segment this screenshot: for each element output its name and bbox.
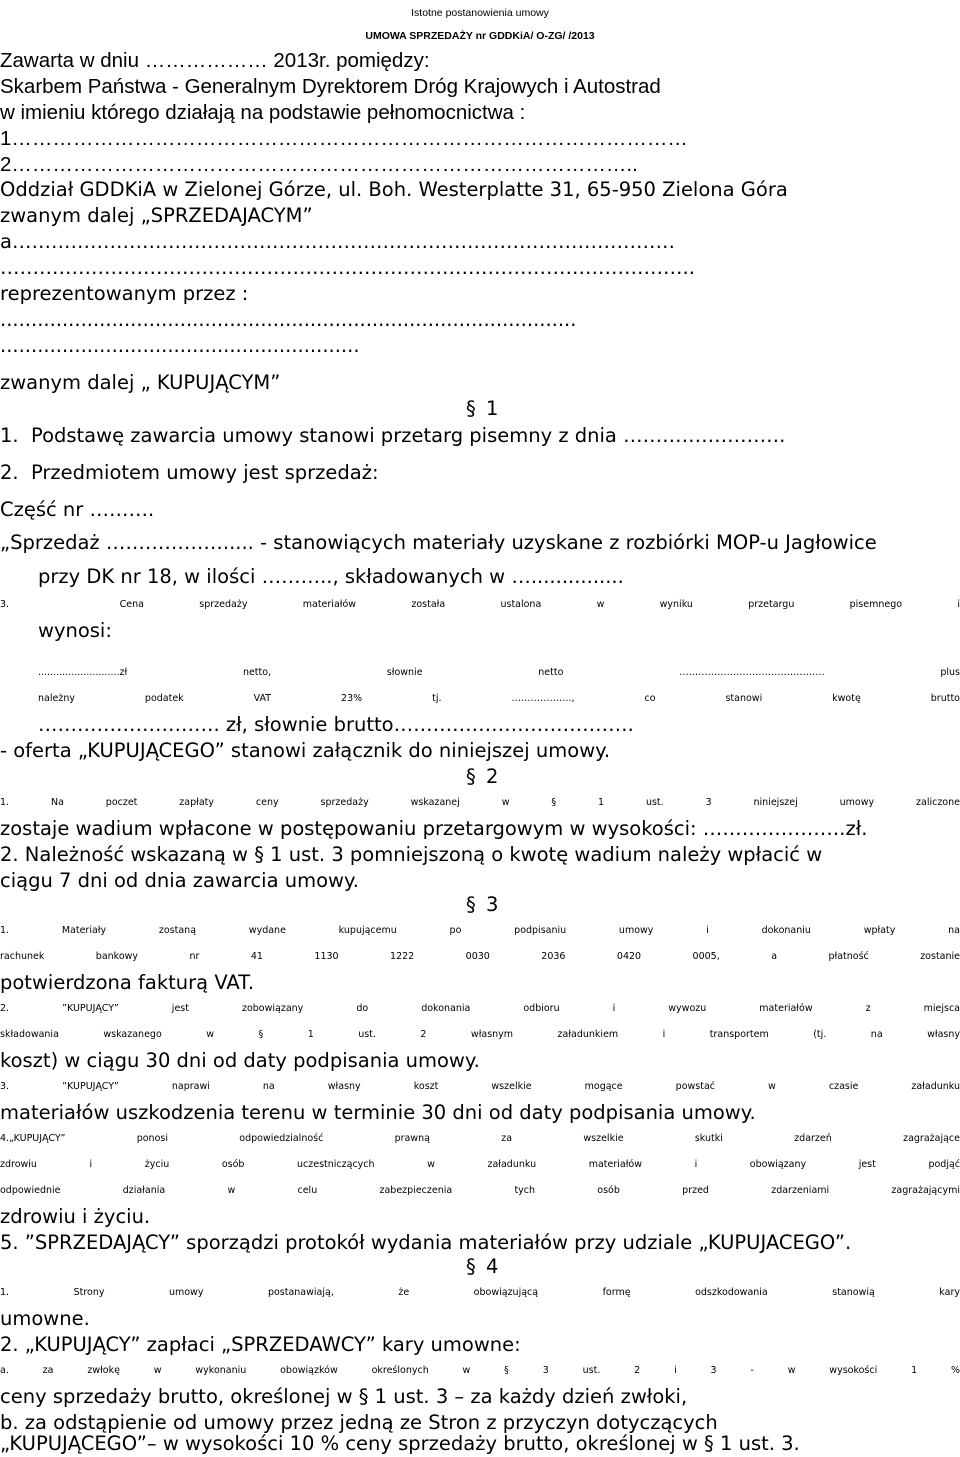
buyer-alias: zwanym dalej „ KUPUJĄCYM” — [0, 371, 281, 394]
s4-line-6: b. za odstąpienie od umowy przez jedną ze Stron z przyczyn dotyczących — [0, 1411, 718, 1434]
party-line-a: a………………………………………………………………………………………… — [0, 230, 675, 253]
represented-by: reprezentowanym przez : — [0, 282, 249, 305]
s4-line-7: „KUPUJĄCEGO”– w wysokości 10 % ceny sprzedaży brutto, określonej w § 1 ust. 3. — [0, 1432, 800, 1455]
section-number: 1 — [486, 397, 499, 420]
s1-point-3-line-2: wynosi: — [38, 619, 112, 642]
section-2-heading — [466, 764, 498, 790]
seller-line-2: w imieniu którego działają na podstawie pełnomocnictwa : — [0, 101, 526, 124]
s3-line-3: potwierdzona fakturą VAT. — [0, 971, 255, 994]
s3-line-6: koszt) w ciągu 30 dni od daty podpisania umowy. — [0, 1049, 480, 1072]
representative-1: 1……………………………………………………………………………………… — [0, 127, 688, 150]
s4-line-5: ceny sprzedaży brutto, określonej w § 1 ust. 3 – za każdy dzień zwłoki, — [0, 1385, 688, 1408]
seller-line-1: Skarbem Państwa - Generalnym Dyrektorem Dróg Krajowych i Autostrad — [0, 75, 661, 98]
section-1-heading — [466, 396, 498, 422]
s4-line-2: umowne. — [0, 1307, 90, 1330]
s1-sale-line-1: „Sprzedaż ………………..... - stanowiących materiały uzyskane z rozbiórki MOP-u Jagłowice — [0, 531, 877, 554]
s3-line-8: materiałów uszkodzenia terenu w terminie 30 dni od daty podpisania umowy. — [0, 1101, 756, 1124]
s2-line-4: ciągu 7 dni od dnia zawarcia umowy. — [0, 869, 359, 892]
party-line-b: …………………………………………………………………………………………….. — [0, 256, 695, 279]
dots-line-2: .......................................................... — [0, 334, 360, 357]
s1-gross-price: ………………………. zł, słownie brutto………………………………. — [38, 713, 634, 736]
representative-2: 2……………………………………………………………………………….. — [0, 153, 638, 176]
s4-line-4: a. za zwłokę w wykonaniu obowiązków określonych w § 3 ust. 2 i 3 - w wysokości 1 % — [0, 1365, 960, 1376]
s3-line-7: 3. ”KUPUJĄCY” naprawi na własny koszt wszelkie mogące powstać w czasie załadunku — [0, 1081, 960, 1092]
s1-net-price: ...........................zł netto, słownie netto ………………………………………. plus — [38, 667, 960, 678]
section-number: 3 — [486, 893, 499, 916]
section-number: 4 — [486, 1255, 499, 1278]
section-number: 2 — [486, 765, 499, 788]
s1-point-1: 1. Podstawę zawarcia umowy stanowi przetarg pisemny z dnia ……………………. — [0, 424, 786, 447]
seller-alias: zwanym dalej „SPRZEDAJACYM” — [0, 204, 313, 227]
branch-address: Oddział GDDKiA w Zielonej Górze, ul. Boh. Westerplatte 31, 65-950 Zielona Góra — [0, 178, 788, 201]
s4-line-3: 2. „KUPUJĄCY” zapłaci „SPRZEDAWCY” kary umowne: — [0, 1333, 521, 1356]
s3-line-13: 5. ”SPRZEDAJĄCY” sporządzi protokół wydania materiałów przy udziale „KUPUJACEGO”. — [0, 1231, 852, 1254]
s3-line-5: składowania wskazanego w § 1 ust. 2 własnym załadunkiem i transportem (tj. na własny — [0, 1029, 960, 1040]
s4-line-1: 1. Strony umowy postanawiają, że obowiązującą formę odszkodowania stanowią kary — [0, 1287, 960, 1298]
section-mark: § — [466, 765, 476, 788]
section-mark: § — [466, 893, 476, 916]
contract-number: UMOWA SPRZEDAŻY nr GDDKiA/ O-ZG/ /2013 — [365, 30, 595, 42]
s3-line-4: 2. ”KUPUJĄCY” jest zobowiązany do dokonania odbioru i wywozu materiałów z miejsca — [0, 1003, 960, 1014]
s1-point-3-line-1: 3. Cena sprzedaży materiałów została ustalona w wyniku przetargu pisemnego i — [0, 599, 960, 610]
s3-line-1: 1. Materiały zostaną wydane kupującemu po podpisaniu umowy i dokonaniu wpłaty na — [0, 925, 960, 936]
s3-line-9: 4.„KUPUJĄCY” ponosi odpowiedzialność prawną za wszelkie skutki zdarzeń zagrażające — [0, 1133, 960, 1144]
s3-line-10: zdrowiu i życiu osób uczestniczących w załadunku materiałów i obowiązany jest podjąć — [0, 1159, 960, 1170]
s3-line-12: zdrowiu i życiu. — [0, 1205, 151, 1228]
section-4-heading — [466, 1254, 498, 1280]
section-mark: § — [466, 397, 476, 420]
dots-line-1: ............................................................................................. — [0, 308, 577, 331]
document-title: Istotne postanowienia umowy — [411, 7, 549, 19]
concluded-line: Zawarta w dniu ……………… 2013r. pomiędzy: — [0, 49, 430, 72]
s1-vat: należny podatek VAT 23% tj. ………………., co stanowi kwotę brutto — [38, 693, 960, 704]
s1-point-2: 2. Przedmiotem umowy jest sprzedaż: — [0, 461, 379, 484]
section-mark: § — [466, 1255, 476, 1278]
s2-line-1: 1. Na poczet zapłaty ceny sprzedaży wskazanej w § 1 ust. 3 niniejszej umowy zaliczone — [0, 797, 960, 808]
s2-line-3: 2. Należność wskazaną w § 1 ust. 3 pomniejszoną o kwotę wadium należy wpłacić w — [0, 843, 823, 866]
s3-line-2: rachunek bankowy nr 41 1130 1222 0030 2036 0420 0005, a płatność zostanie — [0, 951, 960, 962]
s1-offer-attachment: - oferta „KUPUJĄCEGO” stanowi załącznik do niniejszej umowy. — [0, 739, 611, 762]
s2-line-2: zostaje wadium wpłacone w postępowaniu przetargowym w wysokości: ………………….zł. — [0, 817, 868, 840]
section-3-heading — [466, 892, 498, 918]
s3-line-11: odpowiednie działania w celu zabezpieczenia tych osób przed zdarzeniami zagrażającymi — [0, 1185, 960, 1196]
s1-sale-line-2: przy DK nr 18, w ilości ……….., składowanych w …............... — [38, 565, 624, 588]
s1-part-number: Część nr ………. — [0, 498, 155, 521]
